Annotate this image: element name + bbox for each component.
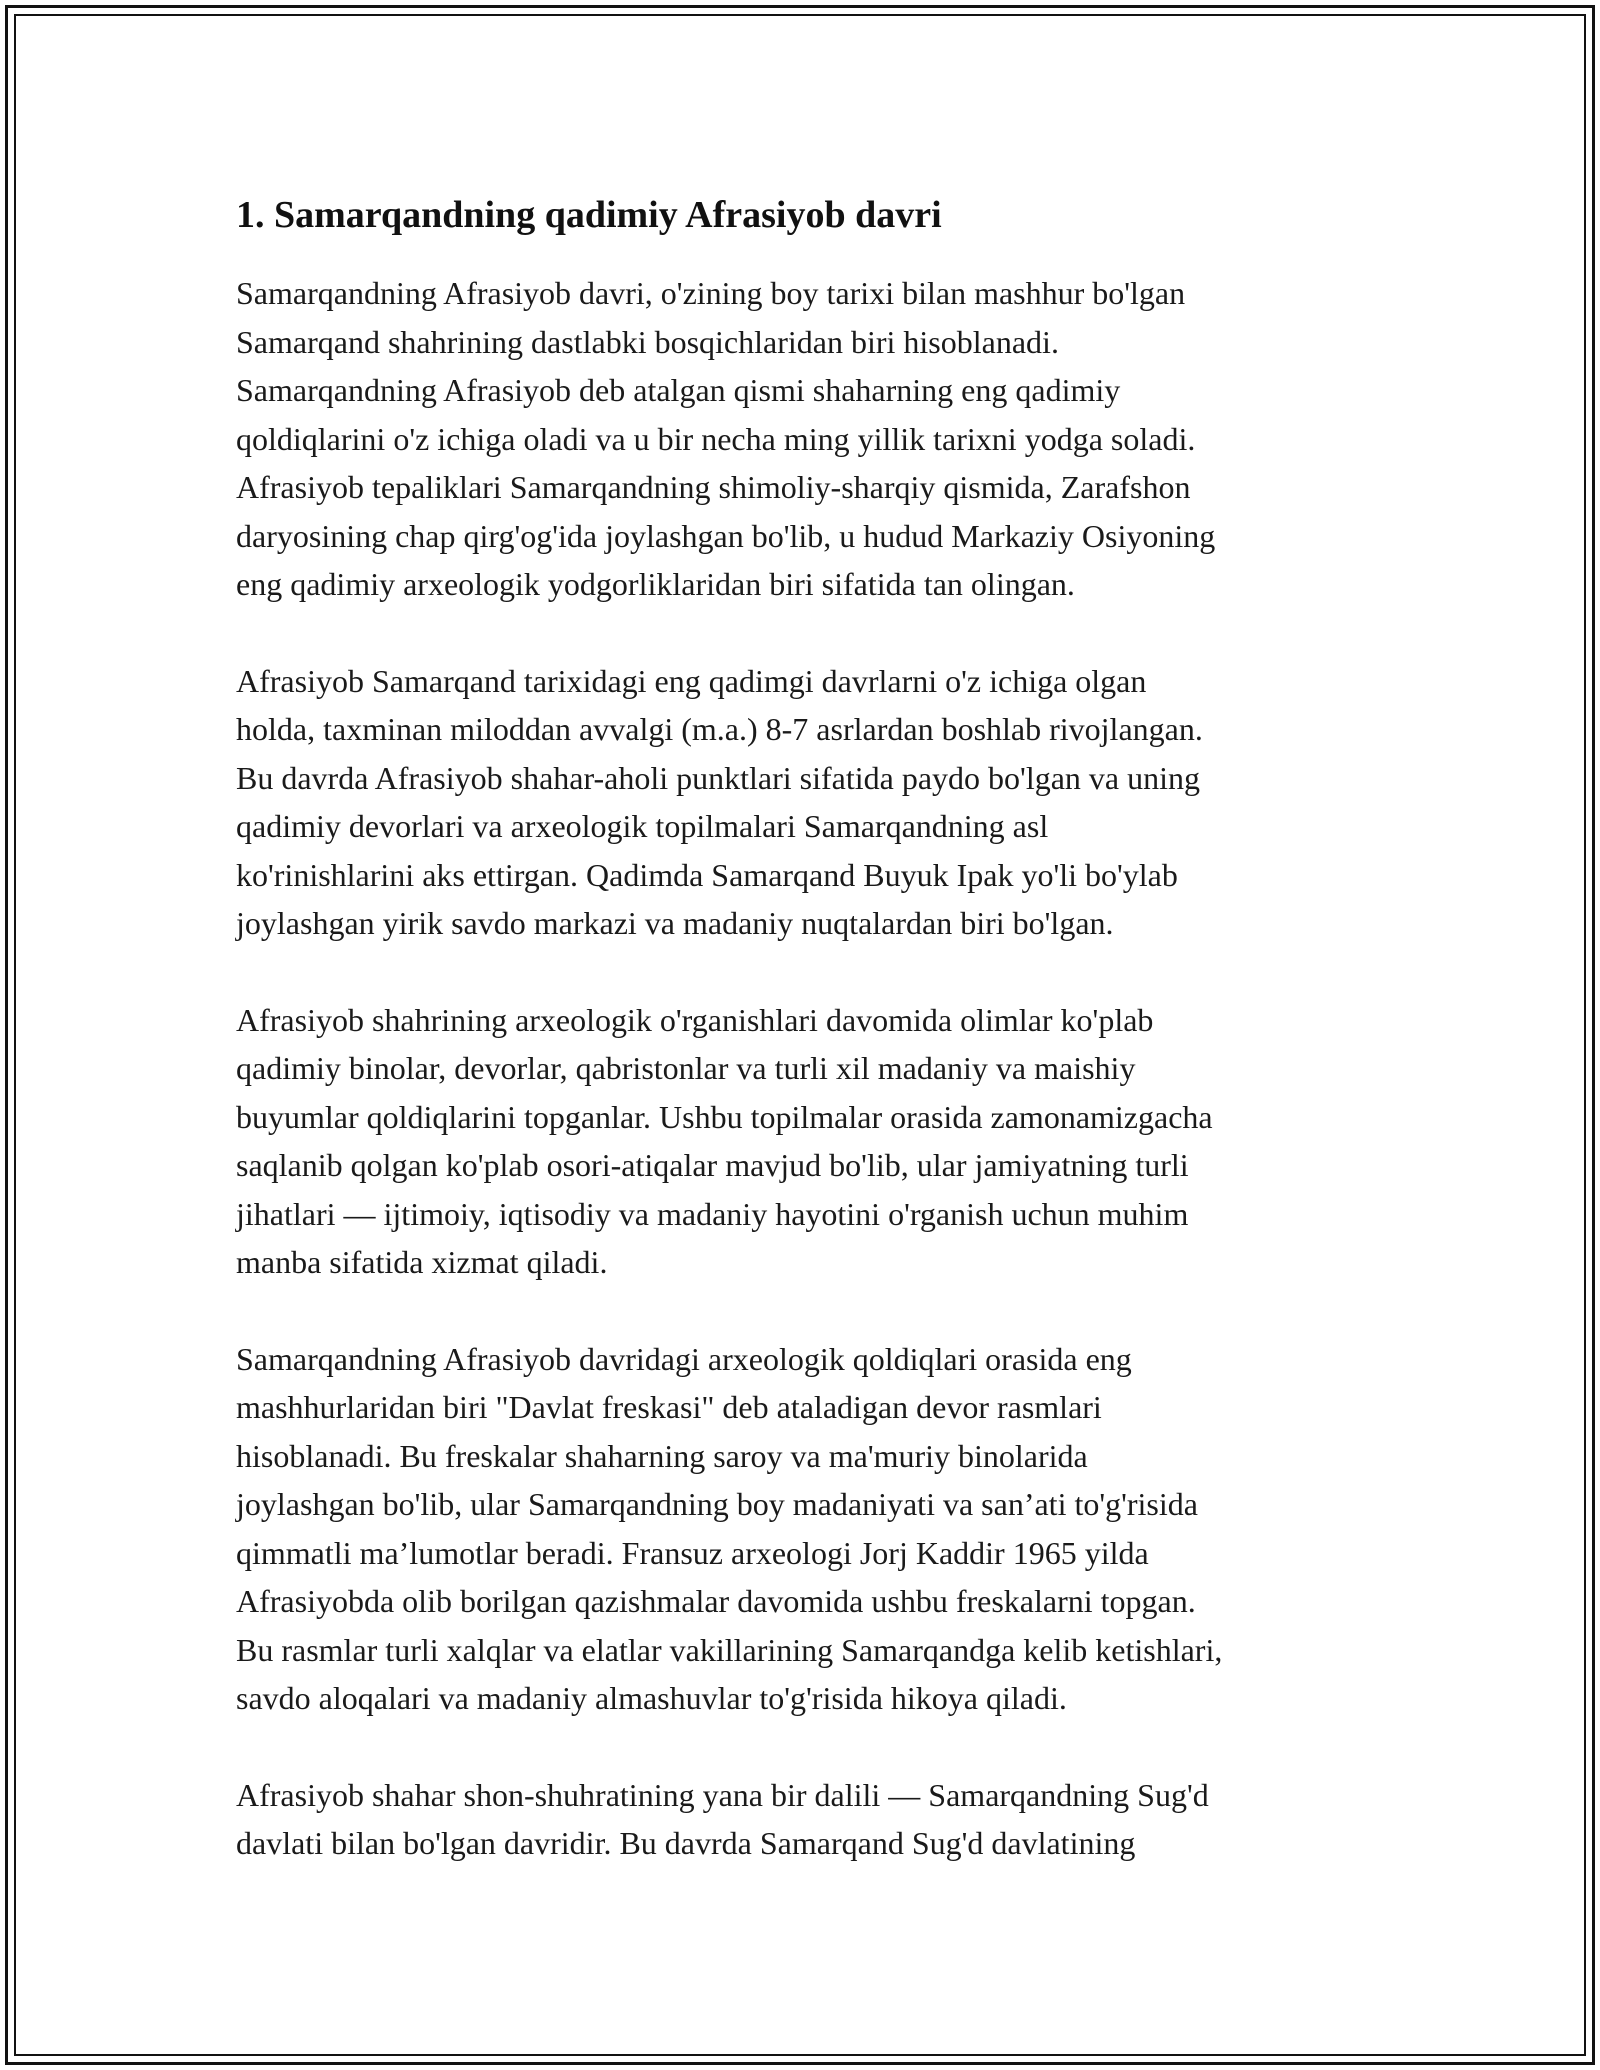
paragraph-1: Samarqandning Afrasiyob davri, o'zining boy tarixi bilan mashhur bo'lgan Samarqand shahrining dastlabki bosqichlaridan biri hisoblanadi. Samarqandning Afrasiyob deb atalgan qismi shaharning eng qadimiy qoldiqlarini o'z ichiga oladi va u bir necha ming yillik tarixni yodga soladi. Afrasiyob tepaliklari Samarqandning shimoliy-sharqiy qismida, Zarafshon daryosining chap qirg'og'ida joylashgan bo'lib, u hudud Markaziy Osiyoning eng qadimiy arxeologik yodgorliklaridan biri sifatida tan olingan.	[236, 275, 1216, 602]
paragraph-3: Afrasiyob shahrining arxeologik o'rganishlari davomida olimlar ko'plab qadimiy binolar, devorlar, qabristonlar va turli xil madaniy va maishiy buyumlar qoldiqlarini topganlar. Ushbu topilmalar orasida zamonamizgacha saqlanib qolgan ko'plab osori-atiqalar mavjud bo'lib, ular jamiyatning turli jihatlari — ijtimoiy, iqtisodiy va madaniy hayotini o'rganish uchun muhim manba sifatida xizmat qiladi.	[236, 1001, 1213, 1280]
document-body	[236, 190, 1376, 1916]
paragraph-5: Afrasiyob shahar shon-shuhratining yana bir dalili — Samarqandning Sug'd davlati bilan bo'lgan davridir. Bu davrda Samarqand Sug'd davlatining	[236, 1776, 1209, 1861]
section-title: 1. Samarqandning qadimiy Afrasiyob davri	[236, 194, 942, 236]
paragraph-4: Samarqandning Afrasiyob davridagi arxeologik qoldiqlari orasida eng mashhurlaridan biri "Davlat freskasi" deb ataladigan devor rasmlari hisoblanadi. Bu freskalar shaharning saroy va ma'muriy binolarida joylashgan bo'lib, ular Samarqandning boy madaniyati va san’ati to'g'risida qimmatli ma’lumotlar beradi. Fransuz arxeologi Jorj Kaddir 1965 yilda Afrasiyobda olib borilgan qazishmalar davomida ushbu freskalarni topgan. Bu rasmlar turli xalqlar va elatlar vakillarining Samarqandga kelib ketishlari, savdo aloqalari va madaniy almashuvlar to'g'risida hikoya qiladi.	[236, 1340, 1223, 1716]
paragraph-2: Afrasiyob Samarqand tarixidagi eng qadimgi davrlarni o'z ichiga olgan holda, taxminan miloddan avvalgi (m.a.) 8-7 asrlardan boshlab rivojlangan. Bu davrda Afrasiyob shahar-aholi punktlari sifatida paydo bo'lgan va uning qadimiy devorlari va arxeologik topilmalari Samarqandning asl ko'rinishlarini aks ettirgan. Qadimda Samarqand Buyuk Ipak yo'li bo'ylab joylashgan yirik savdo markazi va madaniy nuqtalardan biri bo'lgan.	[236, 662, 1203, 941]
